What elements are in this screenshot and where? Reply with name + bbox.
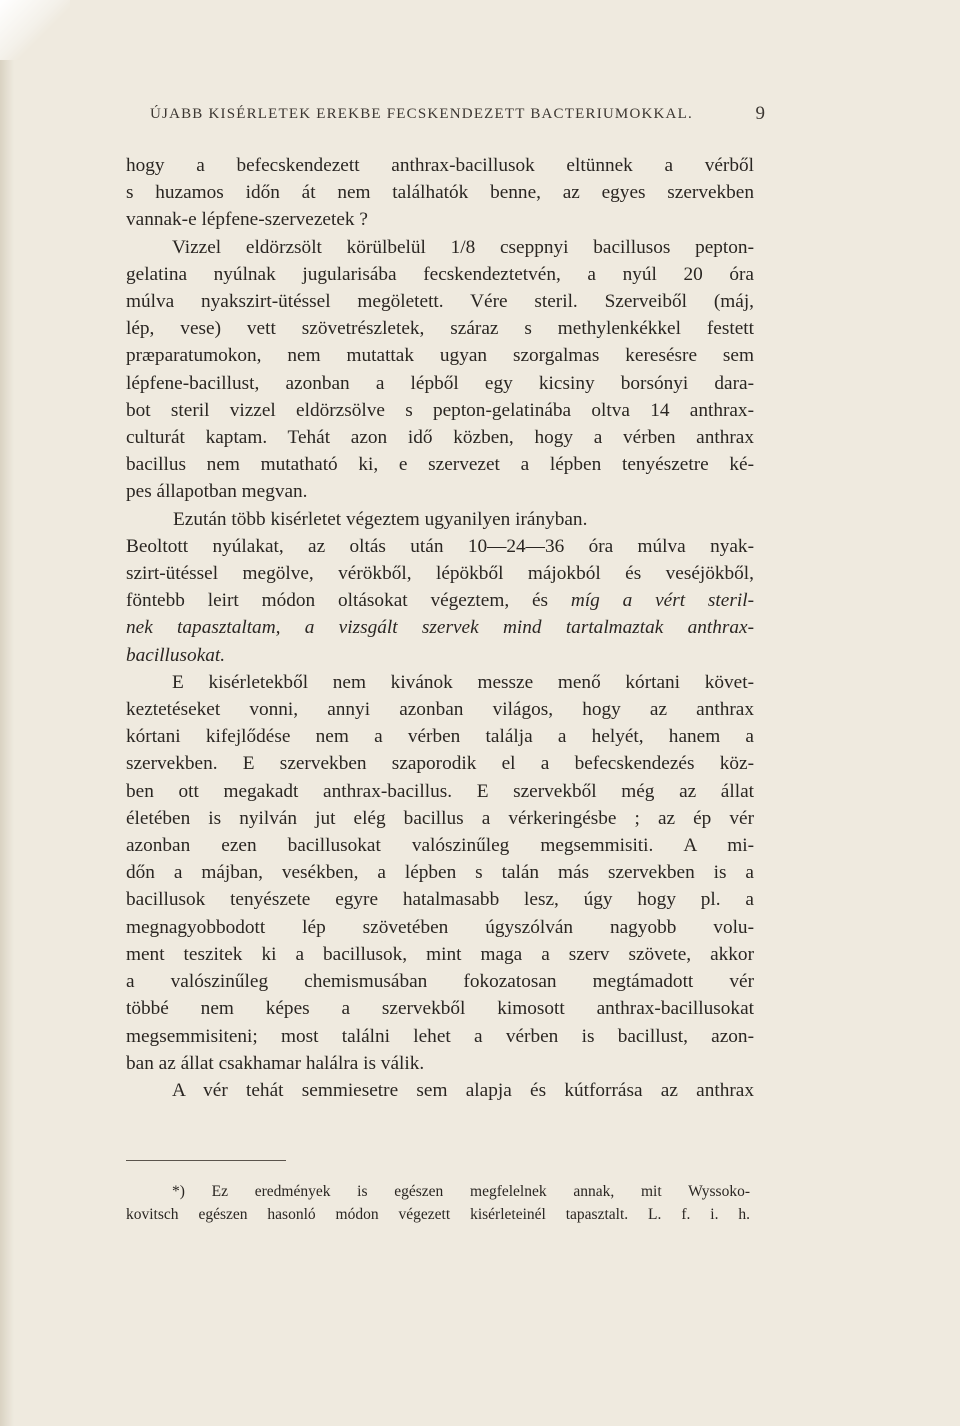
footnote-rule [126,1160,286,1161]
text-line: lép, vese) vett szövetrészletek, száraz s methylenkékkel festett [126,318,754,340]
page-number: 9 [755,103,765,124]
running-header [150,103,765,124]
text-line: ban az állat csakhamar halálra is válik. [126,1052,425,1074]
text-line: Ezután több kisérletet végeztem ugyanilyen irányban. [173,508,588,530]
footnote [126,1180,750,1226]
text-line: culturát kaptam. Tehát azon idő közben, hogy a vérben anthrax [126,427,754,449]
text-line: bacillusok tenyészete egyre hatalmasabb lesz, úgy hogy pl. a [126,889,754,911]
text-line: többé nem képes a szervekből kimosott anthrax-bacillusokat [126,998,754,1020]
text-line: A vér tehát semmiesetre sem alapja és kútforrása az anthrax [172,1079,754,1101]
page-edge-shadow [0,60,14,1426]
body-text [126,152,754,1104]
text-line: megsemmisiteni; most találni lehet a vérben is bacillust, azon- [126,1025,754,1047]
text-line: pes állapotban megvan. [126,481,308,503]
text-line: gelatina nyúlnak jugularisába fecskendeztetvén, a nyúl 20 óra [126,263,754,285]
text-line: múlva nyakszirt-ütéssel megöletett. Vére steril. Szerveiből (máj, [126,291,754,313]
text-line: szirt-ütéssel megölve, vérökből, lépökből májokból és veséjökből, [126,563,754,585]
footnote-line: *) Ez eredmények is egészen megfelelnek annak, mit Wyssoko- [172,1183,750,1200]
text-line: kórtani kifejlődése nem a vérben találja a helyét, hanem a [126,726,754,748]
text-italic: míg a vért steril- [570,590,754,612]
text-roman: föntebb leirt módon oltásokat végeztem, és [126,590,549,612]
text-line: vannak-e lépfene-szervezetek ? [126,209,368,231]
text-line: E kisérletekből nem kivánok messze menő kórtani követ- [172,671,754,693]
text-line: a valószinűleg chemismusában fokozatosan megtámadott vér [126,971,754,993]
text-line: keztetéseket vonni, annyi azonban világos, hogy az anthrax [126,699,754,721]
text-line: ben ott megakadt anthrax-bacillus. E szervekből még az állat [126,780,754,802]
text-line: ment teszitek ki a bacillusok, mint maga a szerv szövete, akkor [126,943,754,965]
text-line: bot steril vizzel eldörzsölve s pepton-gelatinába oltva 14 anthrax- [126,399,754,421]
page-corner-fold [0,0,70,60]
text-line: præparatumokon, nem mutattak ugyan szorgalmas keresésre sem [126,345,754,367]
text-line-italic: nek tapasztaltam, a vizsgált szervek mind tartalmaztak anthrax- [126,617,754,639]
text-line-italic: bacillusokat. [126,644,226,666]
text-line: s huzamos időn át nem találhatók benne, az egyes szervekben [126,182,754,204]
text-line: Beoltott nyúlakat, az oltás után 10—24—36 óra múlva nyak- [126,535,754,557]
text-line: bacillus nem mutatható ki, e szervezet a lépben tenyészetre ké- [126,454,754,476]
text-line: lépfene-bacillust, azonban a lépből egy kicsiny borsónyi dara- [126,372,754,394]
text-line-mixed [126,587,754,614]
text-line: megnagyobbodott lép szövetében úgyszólván nagyobb volu- [126,916,754,938]
text-line: életében is nyilván jut elég bacillus a vérkeringésbe ; az ép vér [126,807,754,829]
text-line: Vizzel eldörzsölt körülbelül 1/8 cseppnyi bacillusos pepton- [172,236,754,258]
running-title: ÚJABB KISÉRLETEK EREKBE FECSKENDEZETT BACTERIUMOKKAL. [150,106,693,122]
footnote-line: kovitsch egészen hasonló módon végezett kisérleteinél tapasztalt. L. f. i. h. [126,1206,750,1223]
text-line: szervekben. E szervekben szaporodik el a befecskendezés köz- [126,753,754,775]
text-line: dőn a májban, vesékben, a lépben s talán más szervekben is a [126,862,754,884]
text-line: azonban ezen bacillusokat valószinűleg megsemmisiti. A mi- [126,835,754,857]
text-line: hogy a befecskendezett anthrax-bacillusok eltünnek a vérből [126,155,754,176]
